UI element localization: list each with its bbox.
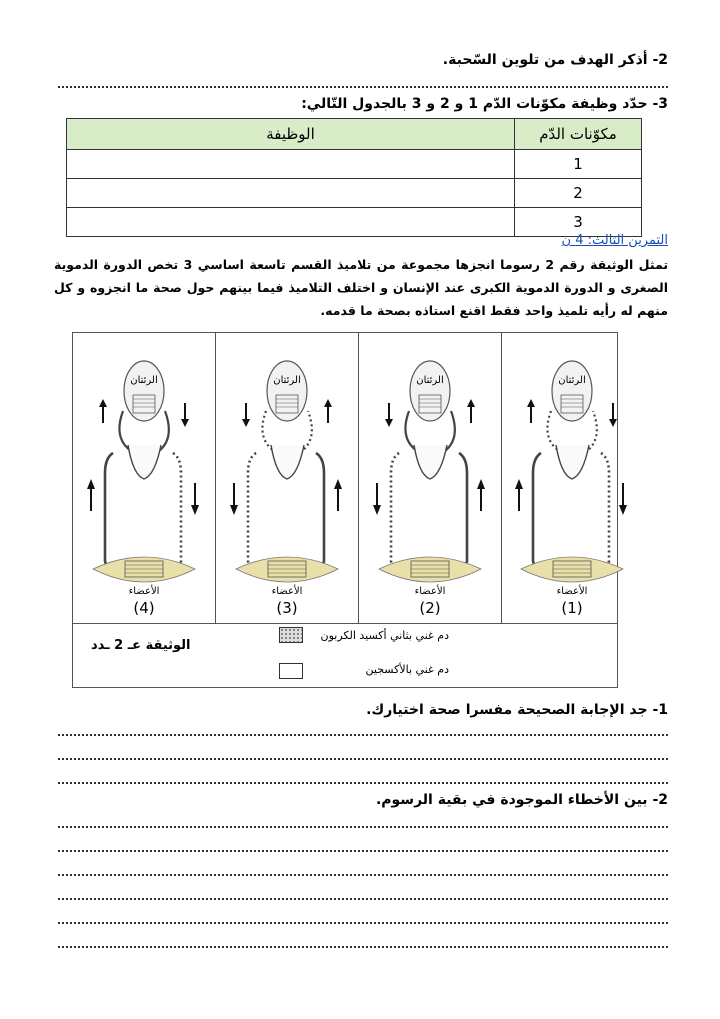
circulation-panel — [216, 333, 359, 623]
panel-number: (1) — [561, 599, 583, 617]
answer-line[interactable] — [58, 848, 668, 852]
organs-label: الأعضاء — [128, 586, 160, 597]
answer-line[interactable] — [58, 872, 668, 876]
question-text: أذكر الهدف من تلوين السّحبة. — [442, 52, 648, 68]
answer-line[interactable] — [58, 920, 668, 924]
question-text: جد الإجابة الصحيحة مفسرا صحة اختيارك. — [366, 702, 648, 718]
question-3 — [301, 96, 668, 112]
circulation-panel — [359, 333, 502, 623]
circulation-panel — [501, 333, 643, 623]
function-cell[interactable] — [67, 150, 515, 179]
table-row — [67, 150, 642, 179]
question-number: 2- — [652, 792, 668, 808]
header-function: الوظيفة — [67, 119, 515, 150]
exercise-title: التمرين الثالث: 4 ن — [561, 233, 668, 248]
co2-swatch — [279, 627, 303, 643]
question-2b — [376, 792, 668, 808]
lungs-label: الرئتان — [558, 375, 586, 386]
question-number: 3- — [652, 96, 668, 112]
answer-line[interactable] — [58, 944, 668, 948]
circulation-figure — [72, 332, 618, 688]
function-cell[interactable] — [67, 179, 515, 208]
question-number: 2- — [652, 52, 668, 68]
organs-label: الأعضاء — [556, 586, 588, 597]
answer-line[interactable] — [58, 896, 668, 900]
answer-line[interactable] — [58, 756, 668, 760]
answer-line[interactable] — [58, 780, 668, 784]
answer-line[interactable] — [58, 732, 668, 736]
question-number: 1- — [652, 702, 668, 718]
function-cell[interactable] — [67, 208, 515, 237]
component-cell: 1 — [515, 150, 642, 179]
legend-o2: دم غني بالأكسجين — [365, 663, 449, 676]
legend-divider — [73, 623, 617, 624]
legend-co2: دم غني بثاني أكسيد الكربون — [320, 629, 449, 642]
answer-line[interactable] — [58, 824, 668, 828]
question-text: بين الأخطاء الموجودة في بقية الرسوم. — [375, 792, 648, 808]
o2-swatch — [279, 663, 303, 679]
lungs-label: الرئتان — [130, 375, 158, 386]
component-cell: 3 — [515, 208, 642, 237]
question-2 — [443, 52, 668, 68]
component-cell: 2 — [515, 179, 642, 208]
panel-number: (4) — [133, 599, 155, 617]
figure-caption: الوثيقة عـ 2 ـدد — [91, 638, 191, 653]
question-1b — [366, 702, 668, 718]
intro-paragraph: تمثل الوثيقة رقم 2 رسوما انجزها مجموعة من تلاميذ القسم تاسعة اساسي 3 تخص الدورة الدموية الصغرى و الدورة الدموية الكبرى عند الإنسان و اختلف التلاميذ فيما بينهم حول صحة ما انجزوه و كل منهم له رأيه تلميذ واحد فقط اقنع استاذه بصحة ما قدمه. — [54, 257, 669, 318]
lungs-label: الرئتان — [273, 375, 301, 386]
header-component: مكوّنات الدّم — [515, 119, 642, 150]
answer-line[interactable] — [58, 84, 668, 88]
organs-label: الأعضاء — [271, 586, 303, 597]
table-row — [67, 208, 642, 237]
table-row — [67, 179, 642, 208]
circulation-panel — [73, 333, 216, 623]
lungs-label: الرئتان — [416, 375, 444, 386]
organs-label: الأعضاء — [414, 586, 446, 597]
blood-components-table — [66, 118, 642, 237]
question-text: حدّد وظيفة مكوّنات الدّم 1 و 2 و 3 بالجدول التّالي: — [301, 96, 648, 112]
panel-number: (3) — [276, 599, 298, 617]
panel-number: (2) — [419, 599, 441, 617]
